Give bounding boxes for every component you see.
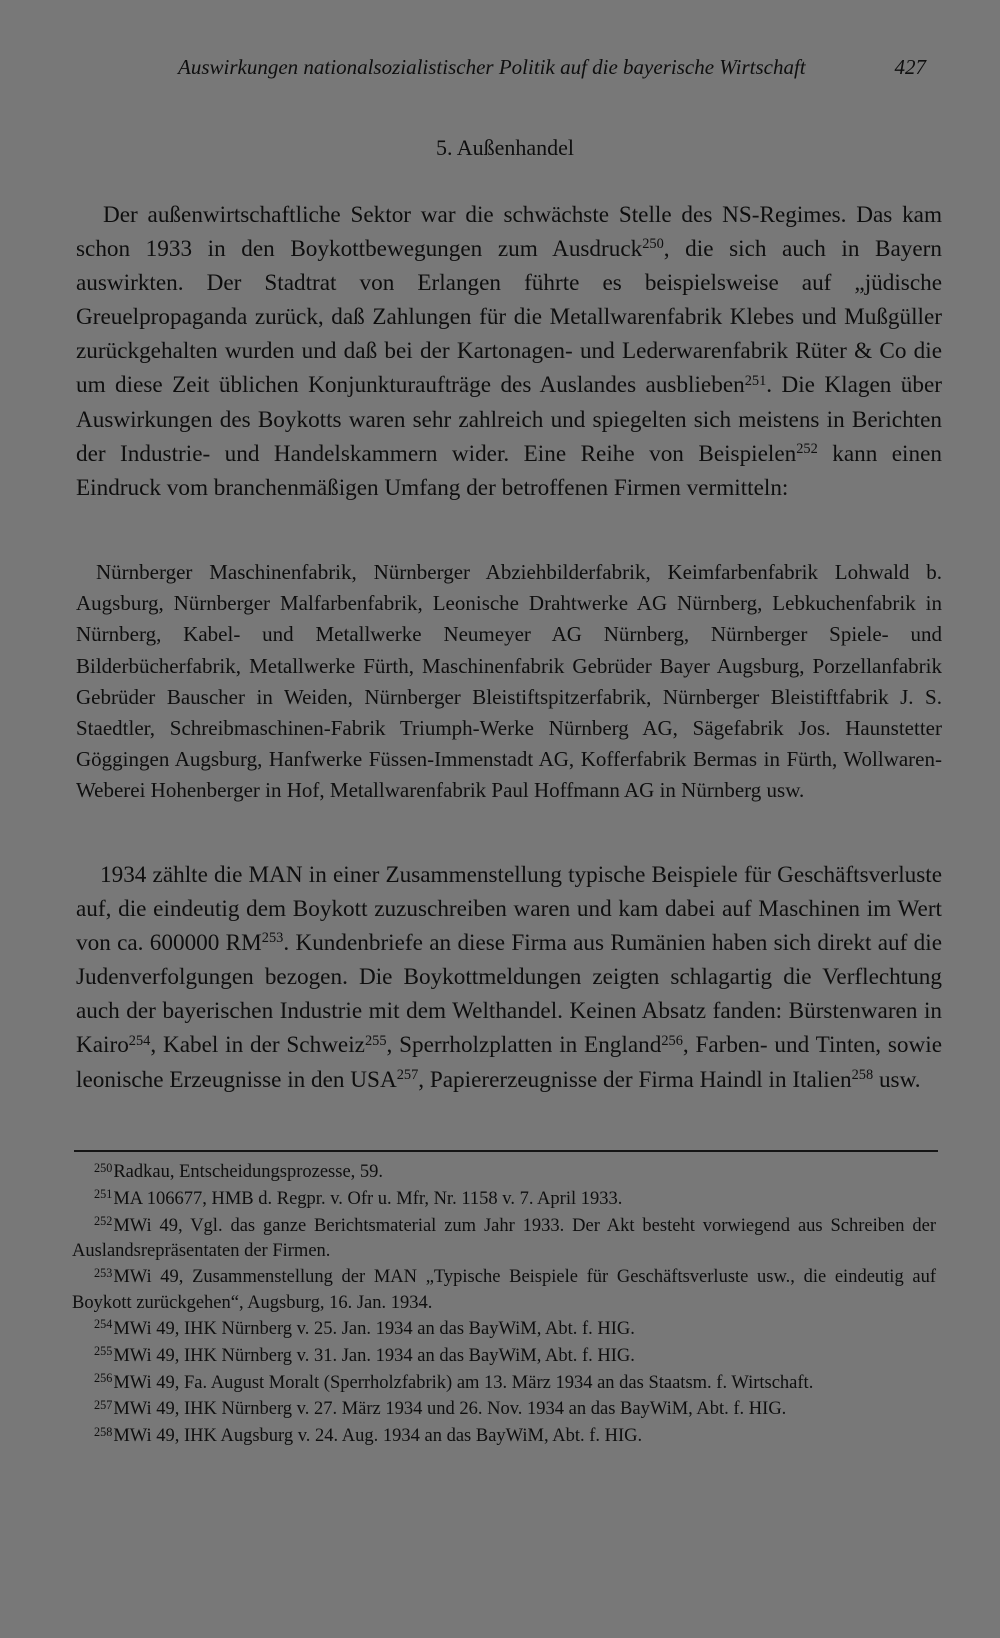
footnote-number: 255 bbox=[94, 1344, 113, 1359]
footnote-text: MWi 49, Vgl. das ganze Berichtsmaterial zum Jahr 1933. Der Akt besteht vorwiegend aus Schreiben der Auslandsrepräsentaten der Firmen. bbox=[72, 1215, 936, 1262]
text-run: usw. bbox=[873, 1066, 921, 1093]
footnote bbox=[72, 1371, 936, 1397]
footnote bbox=[72, 1424, 936, 1450]
text-run: , Sperrholzplatten in England bbox=[386, 1032, 662, 1059]
text-run: . Kundenbriefe an diese Firma aus Rumänien haben sich direkt auf die Judenverfolgungen bezogen. Die Boykottmeldungen zeigten schlagartig die Verflechtung auch der bayerischen Industrie mit dem Welthandel. Keinen Absatz fanden: Bürstenwaren in Kairo bbox=[76, 930, 942, 1059]
company-list-paragraph: Nürnberger Maschinenfabrik, Nürnberger Abziehbilderfabrik, Keimfarbenfabrik Lohwald b. Augsburg, Nürnberger Malfarbenfabrik, Leonische Drahtwerke AG Nürnberg, Lebkuchenfabrik in Nürnberg, Kabel- und Metallwerke Neumeyer AG Nürnberg, Nürnberger Spiele- und Bilderbücherfabrik, Metallwerke Fürth, Maschinenfabrik Gebrüder Bayer Augsburg, Porzellanfabrik Gebrüder Bauscher in Weiden, Nürnberger Bleistiftspitzerfabrik, Nürnberger Bleistiftfabrik J. S. Staedtler, Schreibmaschinen-Fabrik Triumph-Werke Nürnberg AG, Sägefabrik Jos. Haunstetter Göggingen Augsburg, Hanfwerke Füssen-Immenstadt AG, Kofferfabrik Bermas in Fürth, Wollwaren-Weberei Hohenberger in Hof, Metallwarenfabrik Paul Hoffmann AG in Nürnberg usw. bbox=[76, 560, 942, 803]
footnote-text: MWi 49, IHK Nürnberg v. 31. Jan. 1934 an das BayWiM, Abt. f. HIG. bbox=[113, 1345, 635, 1366]
footnote-number: 250 bbox=[94, 1160, 113, 1175]
footnote bbox=[72, 1397, 936, 1423]
body-paragraph bbox=[76, 858, 942, 1097]
footnote-text: MA 106677, HMB d. Regpr. v. Ofr u. Mfr, Nr. 1158 v. 7. April 1933. bbox=[113, 1188, 623, 1209]
footnote-text: MWi 49, IHK Nürnberg v. 25. Jan. 1934 an das BayWiM, Abt. f. HIG. bbox=[113, 1318, 635, 1339]
footnotes bbox=[72, 1160, 936, 1451]
footnote-number: 256 bbox=[94, 1371, 113, 1386]
text-run: , die sich auch in Bayern auswirkten. Der Stadtrat von Erlangen führte es beispielsweise auf „jüdische Greuelpropaganda zurück, daß Zahlungen für die Metallwarenfabrik Klebes und Mußgüller zurückgehalten wurden und daß bei der Kartonagen- und Lederwarenfabrik Rüter & Co die um diese Zeit üblichen Konjunkturaufträge des Auslandes ausblieben bbox=[76, 236, 942, 399]
footnote-number: 257 bbox=[94, 1397, 113, 1412]
footnote-ref: 256 bbox=[661, 1032, 683, 1049]
text-run: , Farben- und Tinten, sowie leonische Erzeugnisse in den USA bbox=[76, 1032, 943, 1093]
text-run: , Papiererzeugnisse der Firma Haindl in Italien bbox=[418, 1066, 852, 1093]
footnote-ref: 258 bbox=[851, 1066, 874, 1083]
footnote-ref: 253 bbox=[261, 930, 284, 947]
footnote-number: 254 bbox=[94, 1317, 113, 1332]
footnote bbox=[72, 1317, 936, 1343]
footnote-text: MWi 49, Zusammenstellung der MAN „Typische Beispiele für Geschäftsverluste usw., die eindeutig auf Boykott zurückgehen“, Augsburg, 16. Jan. 1934. bbox=[72, 1267, 936, 1313]
page-number: 427 bbox=[894, 55, 926, 79]
footnote bbox=[72, 1214, 936, 1264]
footnote-ref: 257 bbox=[396, 1066, 419, 1083]
text-run: . Die Klagen über Auswirkungen des Boykotts waren sehr zahlreich und spiegelten sich meistens in Berichten der Industrie- und Handelskammern wider. Eine Reihe von Beispielen bbox=[76, 372, 942, 467]
footnote-divider bbox=[74, 1150, 938, 1152]
footnote-number: 253 bbox=[94, 1265, 113, 1280]
text-run: Der außenwirtschaftliche Sektor war die schwächste Stelle des NS-Regimes. Das kam schon 1933 in den Boykottbewegungen zum Ausdruck bbox=[76, 202, 942, 263]
footnote-ref: 252 bbox=[796, 440, 818, 457]
text-run: 1934 zählte die MAN in einer Zusammenstellung typische Beispiele für Geschäftsverluste auf, die eindeutig dem Boykott zuzuschreiben waren und kam dabei auf Maschinen im Wert von ca. 600000 RM bbox=[76, 862, 942, 957]
footnote-ref: 251 bbox=[744, 372, 767, 389]
footnote-number: 258 bbox=[94, 1424, 113, 1439]
text-run: kann einen Eindruck vom branchenmäßigen Umfang der betroffenen Firmen vermitteln: bbox=[76, 440, 942, 501]
footnote-ref: 255 bbox=[364, 1032, 387, 1049]
footnote-number: 252 bbox=[94, 1214, 113, 1229]
text-run: , Kabel in der Schweiz bbox=[150, 1032, 365, 1059]
footnote-ref: 250 bbox=[642, 236, 664, 253]
footnote bbox=[72, 1265, 936, 1315]
footnote-text: MWi 49, IHK Augsburg v. 24. Aug. 1934 an das BayWiM, Abt. f. HIG. bbox=[113, 1426, 643, 1447]
section-title: 5. Außenhandel bbox=[435, 135, 575, 160]
footnote-ref: 254 bbox=[128, 1032, 151, 1049]
running-title: Auswirkungen nationalsozialistischer Politik auf die bayerische Wirtschaft bbox=[178, 55, 806, 79]
footnote bbox=[72, 1160, 936, 1186]
footnote-number: 251 bbox=[94, 1187, 113, 1202]
footnote bbox=[72, 1187, 936, 1213]
body-paragraph bbox=[76, 198, 942, 505]
footnote-text: Radkau, Entscheidungsprozesse, 59. bbox=[113, 1162, 384, 1182]
footnote-text: MWi 49, IHK Nürnberg v. 27. März 1934 und 26. Nov. 1934 an das BayWiM, Abt. f. HIG. bbox=[113, 1399, 787, 1420]
footnote bbox=[72, 1344, 936, 1370]
footnote-text: MWi 49, Fa. August Moralt (Sperrholzfabrik) am 13. März 1934 an das Staatsm. f. Wirtschaft. bbox=[113, 1372, 814, 1393]
